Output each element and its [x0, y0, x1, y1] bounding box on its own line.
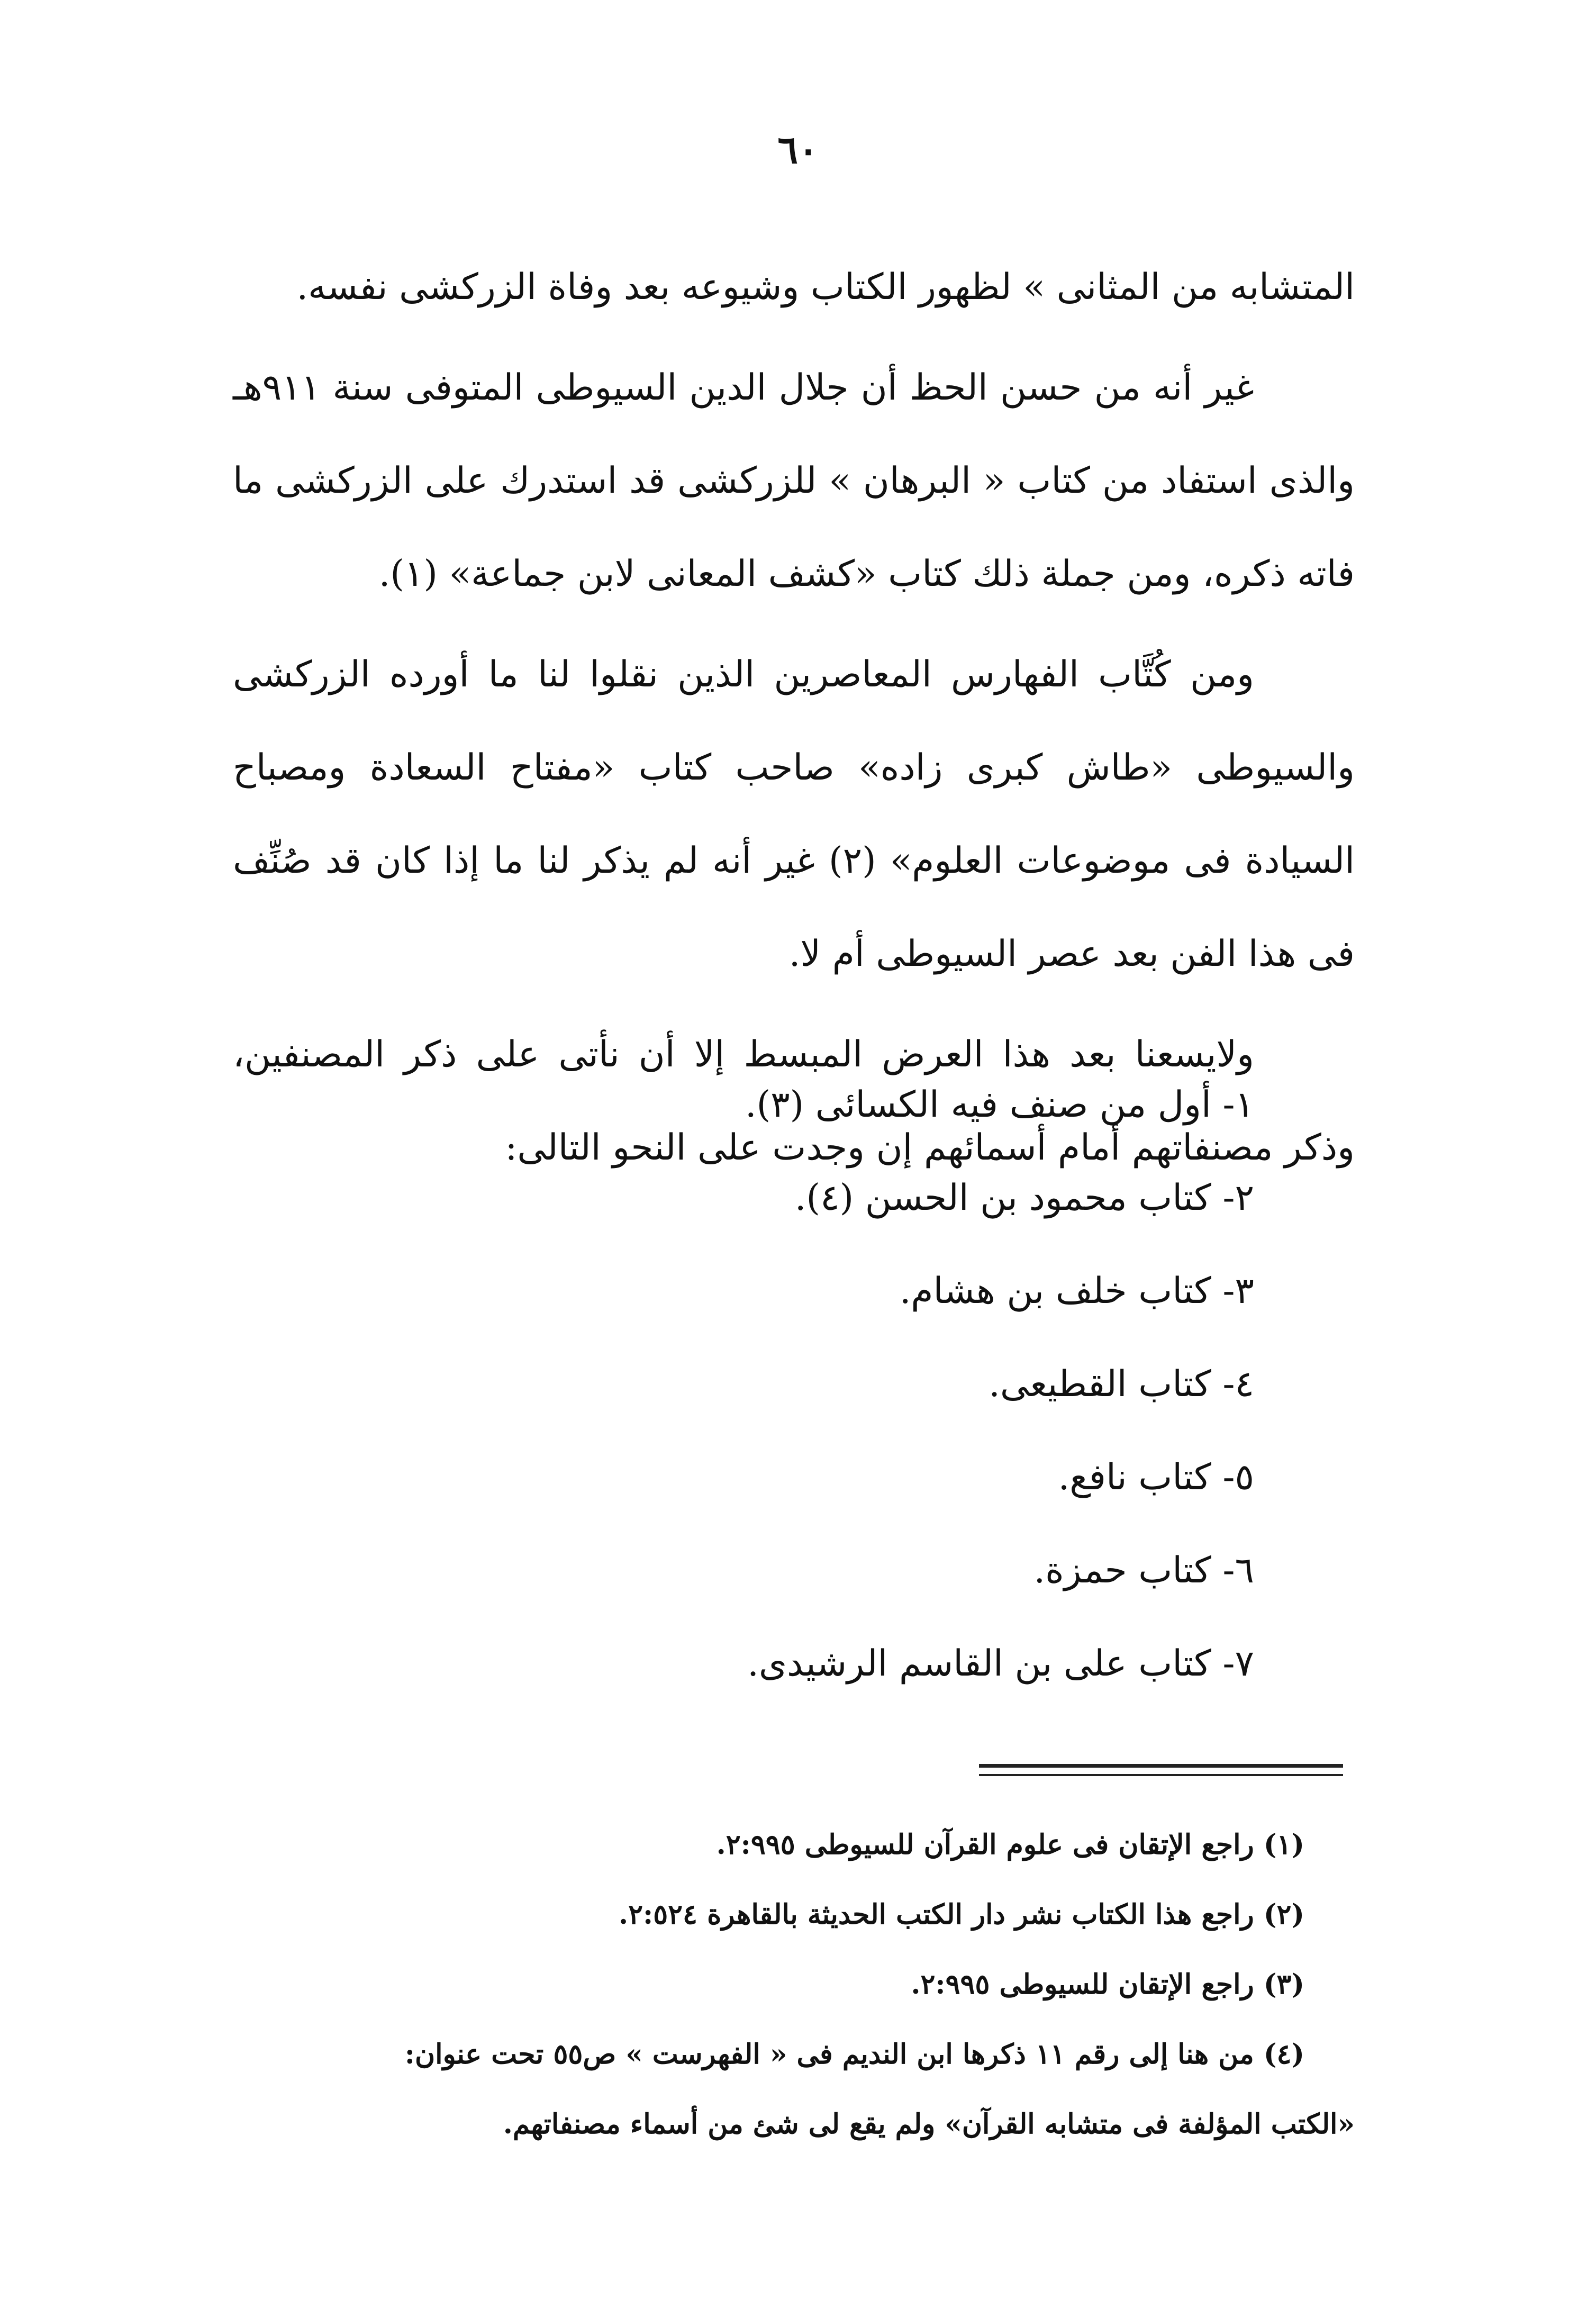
paragraph-line: فى هذا الفن بعد عصر السيوطى أم لا. [788, 933, 1355, 975]
footnote: (٤) من هنا إلى رقم ١١ ذكرها ابن النديم فى « الفهرست » ص٥٥ تحت عنوان: [404, 2038, 1304, 2070]
paragraph-line: والسيوطى «طاش كبرى زاده» صاحب كتاب «مفتاح السعادة ومصباح [233, 747, 1355, 789]
list-item: ٢- كتاب محمود بن الحسن (٤). [794, 1177, 1254, 1219]
list-item: ١- أول من صنف فيه الكسائى (٣). [745, 1084, 1254, 1126]
list-item: ٧- كتاب على بن القاسم الرشيدى. [747, 1643, 1254, 1685]
paragraph-line: ومن كُتَّاب الفهارس المعاصرين الذين نقلوا لنا ما أورده الزركشى [233, 654, 1254, 695]
page-number: ٦٠ [777, 127, 819, 172]
footnote-separator [979, 1764, 1343, 1768]
body-text [233, 241, 1355, 1194]
footnote: «الكتب المؤلفة فى متشابه القرآن» ولم يقع لى شئ من أسماء مصنفاتهم. [503, 2108, 1355, 2140]
paragraph-2 [233, 341, 1355, 621]
list-item: ٣- كتاب خلف بن هشام. [899, 1270, 1254, 1312]
paragraph-line: وذكر مصنفاتهم أمام أسمائهم إن وجدت على النحو التالى: [505, 1127, 1355, 1169]
footnote: (٢) راجع هذا الكتاب نشر دار الكتب الحديثة بالقاهرة ٢:٥٢٤. [618, 1898, 1304, 1931]
footnote-separator [979, 1774, 1343, 1776]
footnote: (٣) راجع الإتقان للسيوطى ٢:٩٩٥. [911, 1968, 1304, 2001]
authors-list [233, 1058, 1355, 1710]
footnotes [233, 1810, 1355, 2159]
paragraph-line: المتشابه من المثانى » لظهور الكتاب وشيوعه بعد وفاة الزركشى نفسه. [296, 266, 1355, 308]
paragraph-line: غير أنه من حسن الحظ أن جلال الدين السيوطى المتوفى سنة ٩١١هـ [233, 367, 1254, 409]
paragraph-line: ولايسعنا بعد هذا العرض المبسط إلا أن نأتى على ذكر المصنفين، [233, 1034, 1254, 1075]
list-item: ٥- كتاب نافع. [1058, 1456, 1254, 1498]
list-item: ٤- كتاب القطيعى. [989, 1363, 1254, 1405]
paragraph-line: السيادة فى موضوعات العلوم» (٢) غير أنه لم يذكر لنا ما إذا كان قد صُنِّف [233, 840, 1355, 882]
paragraph-line: ما فاته ذكره، ومن جملة ذلك كتاب «كشف المعانى لابن جماعة» (١). [233, 460, 1355, 595]
list-item: ٦- كتاب حمزة. [1033, 1550, 1254, 1591]
footnote: (١) راجع الإتقان فى علوم القرآن للسيوطى ٢:٩٩٥. [716, 1829, 1304, 1861]
paragraph-1 [233, 241, 1355, 334]
paragraph-3 [233, 628, 1355, 1001]
paragraph-line: والذى استفاد من كتاب « البرهان » للزركشى قد استدرك على الزركشى [275, 460, 1355, 502]
